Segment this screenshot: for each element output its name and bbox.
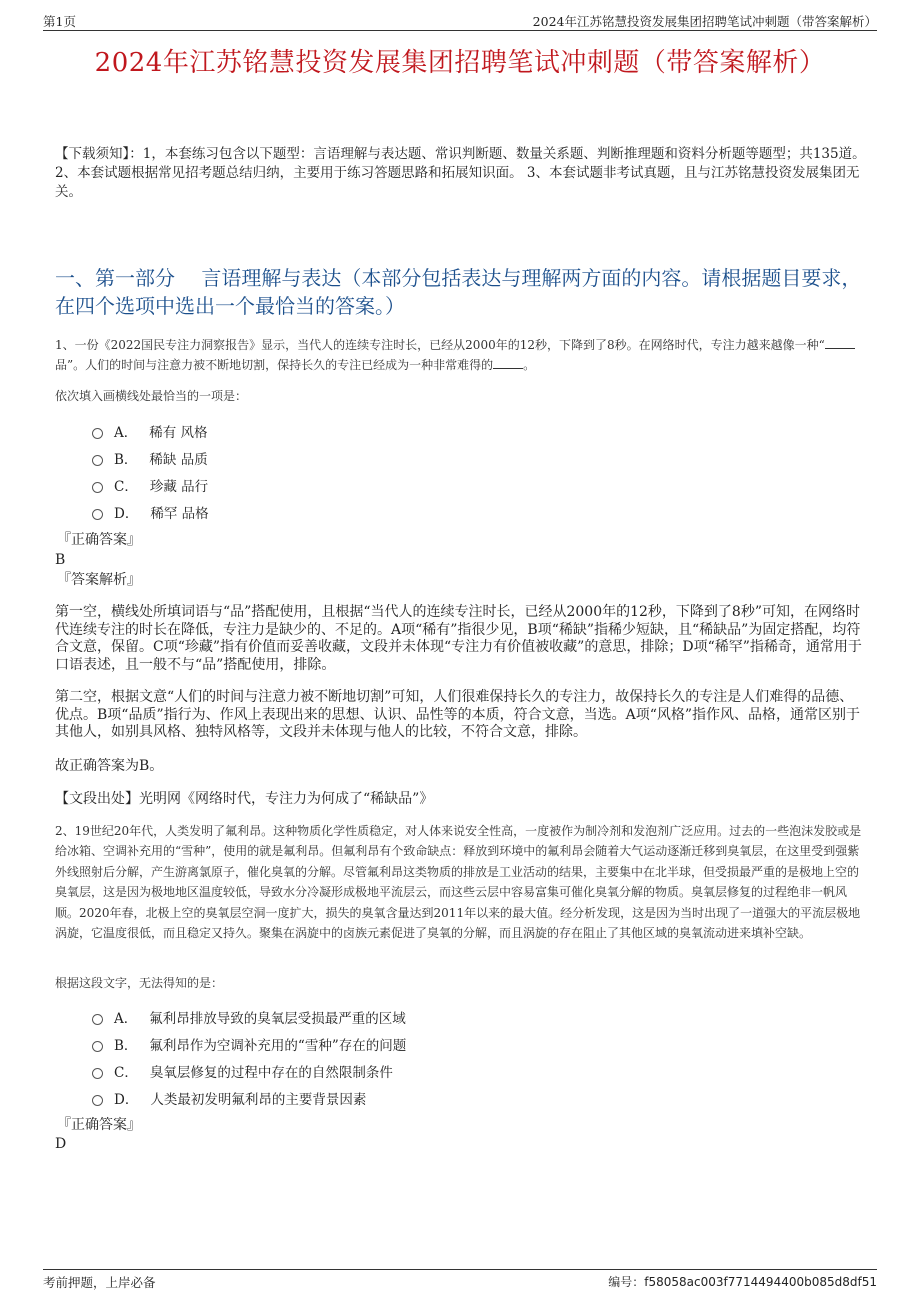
download-notice: 【下载须知】：1，本套练习包含以下题型：言语理解与表达题、常识判断题、数量关系题、判断推理题和资料分析题等题型；共135道。 2、本套试题根据常见招考题总结归纳，主要用于练习答题思路和拓展知识面。 3、本套试题非考试真题，且与江苏铭慧投资发展集团无关。 <box>55 146 866 200</box>
option-letter: B． <box>114 451 138 468</box>
option-text: 氟利昂排放导致的臭氧层受损最严重的区域 <box>149 1010 406 1027</box>
page-footer <box>43 1269 877 1288</box>
option-text: 稀有 风格 <box>149 424 208 441</box>
option-text: 稀缺 品质 <box>149 451 208 468</box>
option-c[interactable] <box>92 1057 406 1084</box>
option-a[interactable] <box>92 1003 406 1030</box>
option-d[interactable] <box>92 498 209 525</box>
document-title: 2024年江苏铭慧投资发展集团招聘笔试冲刺题（带答案解析） <box>94 48 826 78</box>
question-1-prompt: 依次填入画横线处最恰当的一项是： <box>55 389 248 403</box>
question-1-options <box>92 417 209 525</box>
option-b[interactable] <box>92 444 209 471</box>
question-1-text-b: 品”。人们的时间与注意力被不断地切割，保持长久的专注已经成为一种非常难得的 <box>55 358 494 372</box>
section-heading: 一、第一部分 言语理解与表达（本部分包括表达与理解两方面的内容。请根据题目要求，在四个选项中选出一个最恰当的答案。） <box>55 266 862 318</box>
option-text: 氟利昂作为空调补充用的“雪种”存在的问题 <box>149 1037 407 1054</box>
page-number: 第1页 <box>43 14 76 29</box>
answer-blank <box>493 357 523 369</box>
radio-icon[interactable] <box>92 1041 103 1052</box>
option-text: 人类最初发明氟利昂的主要背景因素 <box>150 1091 367 1108</box>
option-b[interactable] <box>92 1030 406 1057</box>
option-c[interactable] <box>92 471 209 498</box>
option-letter: C． <box>114 478 138 495</box>
correct-answer-value: B <box>55 552 66 568</box>
option-letter: A． <box>114 1010 138 1027</box>
question-1-text-a: 1、一份《2022国民专注力洞察报告》显示，当代人的连续专注时长，已经从2000年的12秒，下降到了8秒。在网络时代，专注力越来越像一种“ <box>55 338 825 352</box>
answer-blank <box>825 337 855 349</box>
analysis-label: 『答案解析』 <box>57 572 141 588</box>
correct-answer-value: D <box>55 1136 67 1152</box>
option-d[interactable] <box>92 1084 406 1111</box>
question-1-text <box>55 335 867 375</box>
document-id: 编号：f58058ac003f7714494400b085d8df51 <box>608 1275 877 1289</box>
footer-slogan: 考前押题，上岸必备 <box>43 1275 156 1290</box>
radio-icon[interactable] <box>92 455 103 466</box>
radio-icon[interactable] <box>92 1068 103 1079</box>
analysis-paragraph-2: 第二空，根据文意“人们的时间与注意力被不断地切割”可知，人们很难保持长久的专注力，故保持长久的专注是人们难得的品德、优点。B项“品质”指行为、作风上表现出来的思想、认识、品性等的本质，符合文意，当选。A项“风格”指作风、品格，通常区别于其他人，如别具风格、独特风格等，文段并未体现与他人的比较，不符合文意，排除。 <box>55 689 861 740</box>
source-citation: 【文段出处】光明网《网络时代，专注力为何成了“稀缺品”》 <box>55 791 434 807</box>
page-header <box>43 10 877 31</box>
option-letter: D． <box>114 505 139 522</box>
question-2-prompt: 根据这段文字，无法得知的是： <box>55 976 224 990</box>
radio-icon[interactable] <box>92 428 103 439</box>
correct-answer-label: 『正确答案』 <box>57 1117 141 1133</box>
option-letter: B． <box>114 1037 138 1054</box>
radio-icon[interactable] <box>92 1014 103 1025</box>
header-doc-title: 2024年江苏铭慧投资发展集团招聘笔试冲刺题（带答案解析） <box>532 14 877 29</box>
analysis-paragraph-1: 第一空，横线处所填词语与“品”搭配使用，且根据“当代人的连续专注时长，已经从2000年的12秒，下降到了8秒”可知，在网络时代连续专注的时长在降低，专注力是缺少的、不足的。A项“稀有”指很少见，B项“稀缺”指稀少短缺，且“稀缺品”为固定搭配，均符合文意，保留。C项“珍藏”指有价值而妥善收藏，文段并未体现“专注力有价值被收藏”的意思，排除；D项“稀罕”指稀奇，通常用于口语表述，且一般不与“品”搭配使用，排除。 <box>55 604 862 673</box>
radio-icon[interactable] <box>92 509 103 520</box>
radio-icon[interactable] <box>92 482 103 493</box>
option-letter: A． <box>114 424 138 441</box>
question-2-text: 2、19世纪20年代，人类发明了氟利昂。这种物质化学性质稳定，对人体来说安全性高，一度被作为制冷剂和发泡剂广泛应用。过去的一些泡沫发胶或是给冰箱、空调补充用的“雪种”，使用的就是氟利昂。但氟利昂有个致命缺点：释放到环境中的氟利昂会随着大气运动逐渐迁移到臭氧层，在这里受到强紫外线照射后分解，产生游离氯原子，催化臭氧的分解。尽管氟利昂这类物质的排放是工业活动的结果，主要集中在北半球，但受损最严重的是极地上空的臭氧层，这是因为极地地区温度较低，导致水分冷凝形成极地平流层云，而这些云层中容易富集可催化臭氧分解的物质。臭氧层修复的过程绝非一帆风顺。2020年春，北极上空的臭氧层空洞一度扩大，损失的臭氧含量达到2011年以来的最大值。经分析发现，这是因为当时出现了一道强大的平流层极地涡旋，它温度很低，而且稳定又持久。聚集在涡旋中的卤族元素促进了臭氧的分解，而且涡旋的存在阻止了其他区域的臭氧流动进来填补空缺。 <box>55 824 862 941</box>
option-a[interactable] <box>92 417 209 444</box>
option-text: 臭氧层修复的过程中存在的自然限制条件 <box>149 1064 393 1081</box>
option-letter: C． <box>114 1064 138 1081</box>
option-text: 珍藏 品行 <box>149 478 209 495</box>
analysis-conclusion: 故正确答案为B。 <box>55 758 164 774</box>
option-letter: D． <box>114 1091 139 1108</box>
question-2-options <box>92 1003 406 1111</box>
option-text: 稀罕 品格 <box>150 505 209 522</box>
radio-icon[interactable] <box>92 1095 103 1106</box>
question-1-text-c: 。 <box>523 358 536 372</box>
correct-answer-label: 『正确答案』 <box>57 532 141 548</box>
